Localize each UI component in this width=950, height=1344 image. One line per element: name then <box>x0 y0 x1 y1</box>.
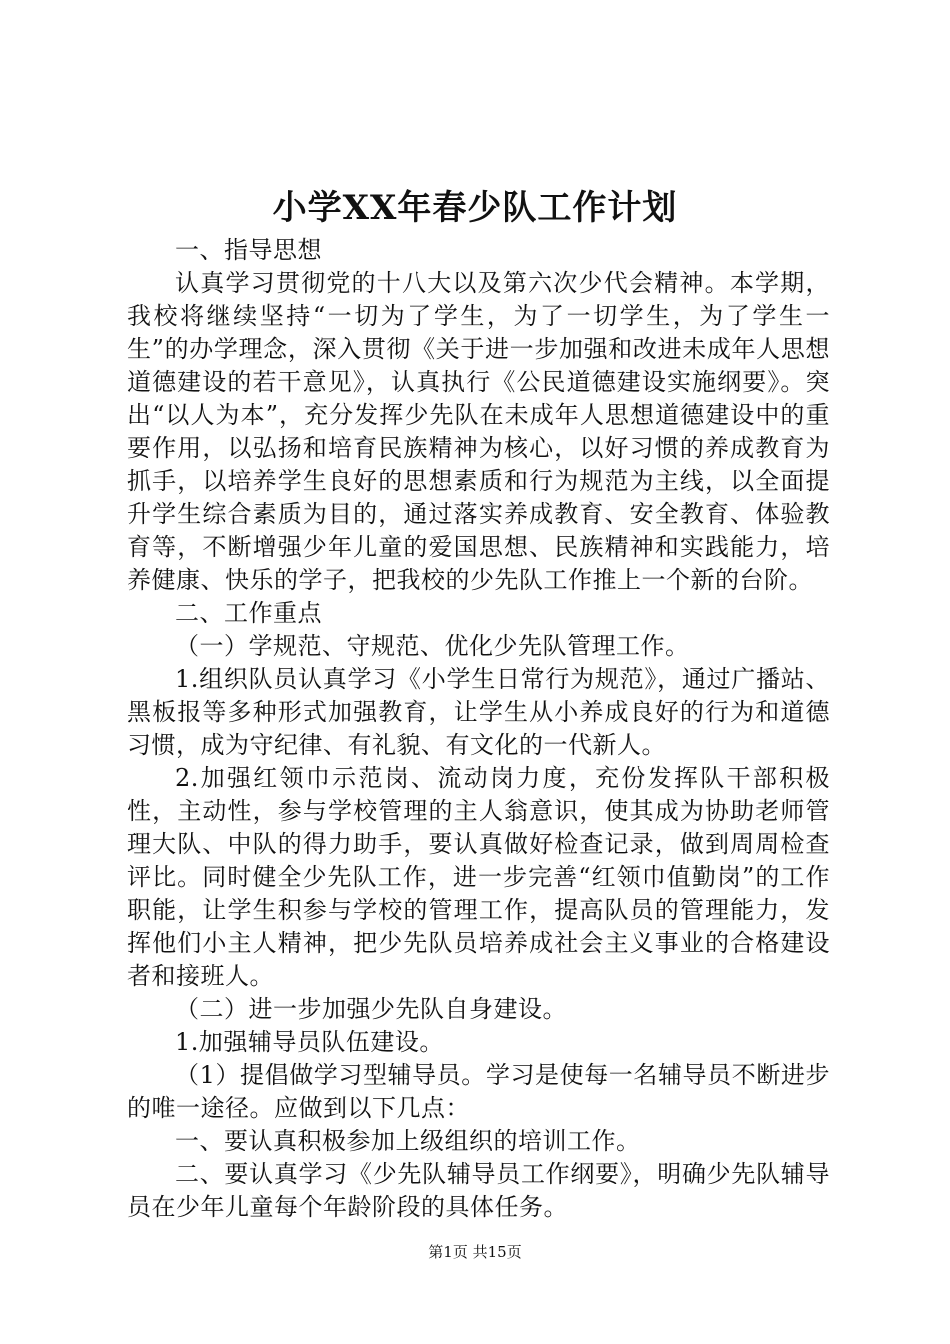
paragraph: 认真学习贯彻党的十八大以及第六次少代会精神。本学期，我校将继续坚持“一切为了学生，为了一切学生，为了学生一生”的办学理念，深入贯彻《关于进一步加强和改进未成年人思想道德建设的若干意见》，认真执行《公民道德建设实施纲要》。突出“以人为本”，充分发挥少先队在未成年人思想道德建设中的重要作用，以弘扬和培育民族精神为核心，以好习惯的养成教育为抓手，以培养学生良好的思想素质和行为规范为主线，以全面提升学生综合素质为目的，通过落实养成教育、安全教育、体验教育等，不断增强少年儿童的爱国思想、民族精神和实践能力，培养健康、快乐的学子，把我校的少先队工作推上一个新的台阶。 <box>127 269 830 594</box>
subheading: （一）学规范、守规范、优化少先队管理工作。 <box>175 632 690 660</box>
heading-work-focus: 二、工作重点 <box>175 599 322 627</box>
paragraph: 1.加强辅导员队伍建设。 <box>175 1028 444 1056</box>
page-number: 第1页 共15页 <box>428 1243 522 1261</box>
document-body <box>127 234 830 1224</box>
paragraph: 二、要认真学习《少先队辅导员工作纲要》，明确少先队辅导员在少年儿童每个年龄阶段的具体任务。 <box>127 1160 830 1221</box>
paragraph: 2.加强红领巾示范岗、流动岗力度，充份发挥队干部积极性，主动性，参与学校管理的主人翁意识，使其成为协助老师管理大队、中队的得力助手，要认真做好检查记录，做到周周检查评比。同时健全少先队工作，进一步完善“红领巾值勤岗”的工作职能，让学生积参与学校的管理工作，提高队员的管理能力，发挥他们小主人精神，把少先队员培养成社会主义事业的合格建设者和接班人。 <box>127 764 830 990</box>
subheading: （二）进一步加强少先队自身建设。 <box>175 995 567 1023</box>
heading-guiding-thought: 一、指导思想 <box>175 236 322 264</box>
paragraph: 1.组织队员认真学习《小学生日常行为规范》，通过广播站、黑板报等多种形式加强教育，让学生从小养成良好的行为和道德习惯，成为守纪律、有礼貌、有文化的一代新人。 <box>127 665 830 759</box>
paragraph: （1）提倡做学习型辅导员。学习是使每一名辅导员不断进步的唯一途径。应做到以下几点： <box>127 1061 830 1122</box>
document-title: 小学XX年春少队工作计划 <box>272 188 678 228</box>
paragraph: 一、要认真积极参加上级组织的培训工作。 <box>175 1127 641 1155</box>
